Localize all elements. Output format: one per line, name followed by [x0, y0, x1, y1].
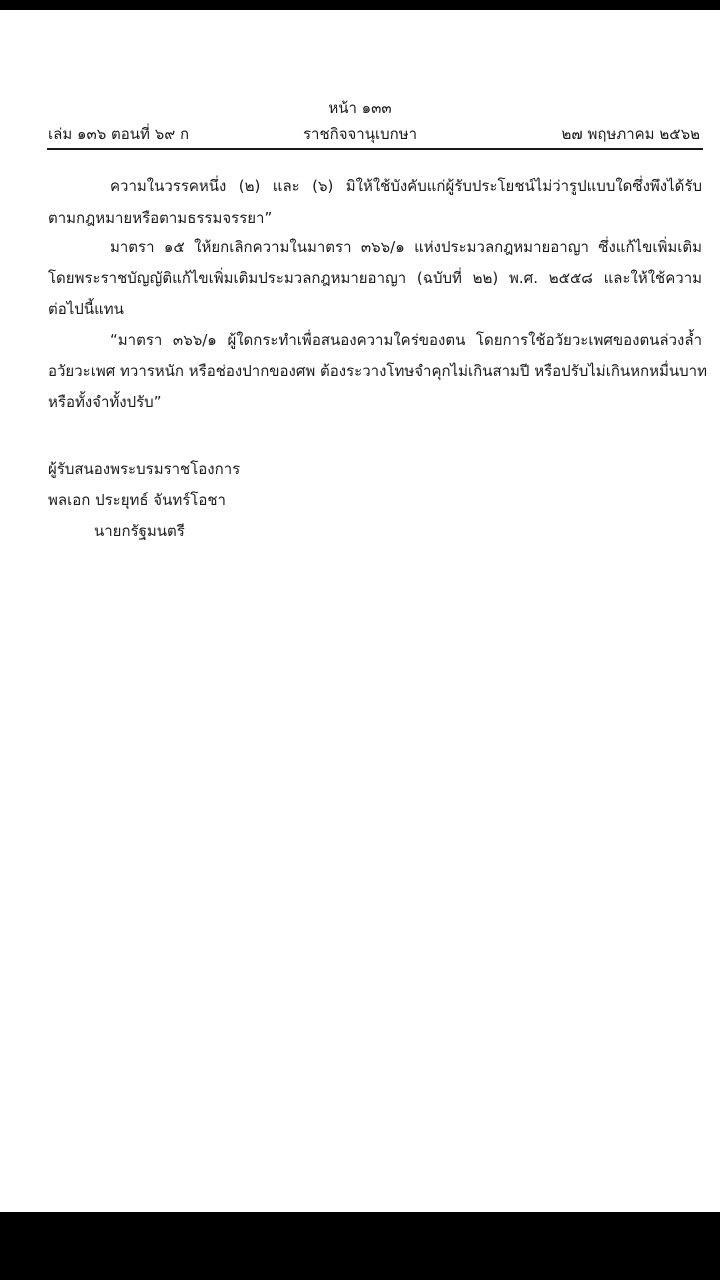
- page-number: หน้า ๑๓๓: [328, 99, 392, 117]
- signatory-title: นายกรัฐมนตรี: [94, 522, 185, 540]
- paragraph-3-line-3: หรือทั้งจำทั้งปรับ”: [48, 393, 162, 411]
- paragraph-2-line-1: มาตรา ๑๕ ให้ยกเลิกความในมาตรา ๓๖๖/๑ แห่งประมวลกฎหมายอาญา ซึ่งแก้ไขเพิ่มเติม: [110, 238, 702, 256]
- header-divider: [47, 148, 703, 150]
- bottom-navigation-bar: [0, 1212, 720, 1280]
- gazette-title: ราชกิจจานุเบกษา: [302, 125, 418, 143]
- paragraph-2-line-2: โดยพระราชบัญญัติแก้ไขเพิ่มเติมประมวลกฎหมายอาญา (ฉบับที่ ๒๒) พ.ศ. ๒๕๕๘ และให้ใช้ความ: [48, 269, 702, 287]
- countersign-label: ผู้รับสนองพระบรมราชโองการ: [48, 460, 241, 478]
- paragraph-2-line-3: ต่อไปนี้แทน: [48, 300, 124, 318]
- paragraph-3-line-2: อวัยวะเพศ ทวารหนัก หรือช่องปากของศพ ต้องระวางโทษจำคุกไม่เกินสามปี หรือปรับไม่เกินหกหมื่นบาท: [48, 362, 707, 380]
- signatory-name: พลเอก ประยุทธ์ จันทร์โอชา: [48, 491, 226, 509]
- paragraph-3-line-1: “มาตรา ๓๖๖/๑ ผู้ใดกระทำเพื่อสนองความใคร่ของตน โดยการใช้อวัยวะเพศของตนล่วงล้ำ: [110, 331, 702, 349]
- publication-date: ๒๗ พฤษภาคม ๒๕๖๒: [561, 125, 700, 143]
- top-status-bar: [0, 0, 720, 10]
- volume-issue: เล่ม ๑๓๖ ตอนที่ ๖๙ ก: [48, 125, 190, 143]
- paragraph-1-line-1: ความในวรรคหนึ่ง (๒) และ (๖) มิให้ใช้บังคับแก่ผู้รับประโยชน์ไม่ว่ารูปแบบใดซึ่งพึงได้รับ: [110, 177, 702, 195]
- paragraph-1-line-2: ตามกฎหมายหรือตามธรรมจรรยา”: [48, 209, 273, 227]
